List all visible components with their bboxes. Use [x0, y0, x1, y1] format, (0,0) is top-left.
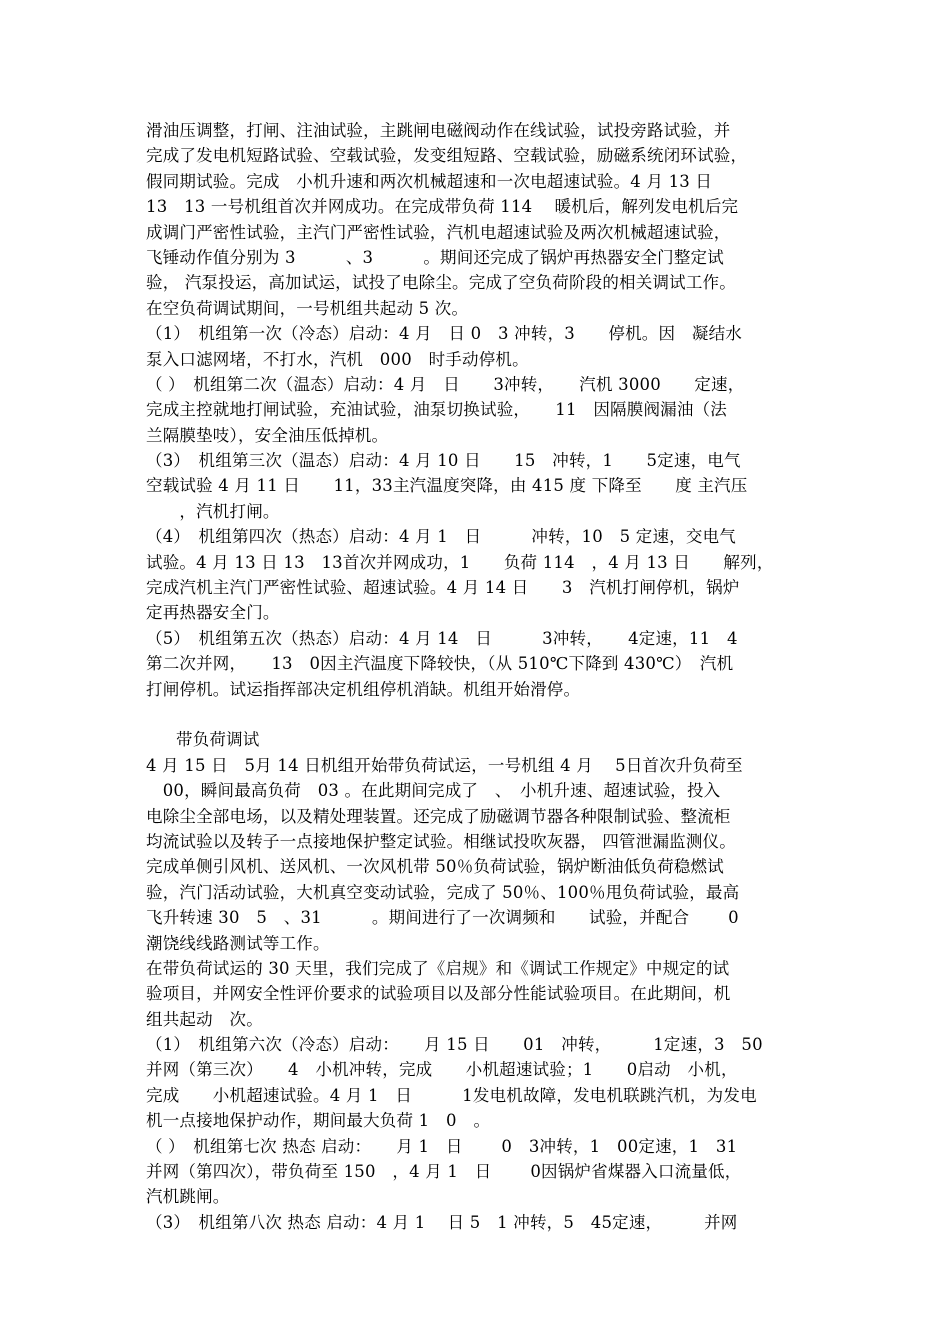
text-line: 飞锤动作值分别为 3 、3 。期间还完成了锅炉再热器安全门整定试: [146, 247, 724, 267]
text-line: 验， 汽泵投运，高加试运，试投了电除尘。完成了空负荷阶段的相关调试工作。: [146, 273, 736, 293]
text-line: ，汽机打闸。: [146, 501, 280, 521]
text-line: 在带负荷试运的 30 天里，我们完成了《启规》和《调试工作规定》中规定的试: [146, 958, 730, 978]
text-line: 在空负荷调试期间，一号机组共起动 5 次。: [146, 298, 469, 318]
text-line: 完成了发电机短路试验、空载试验，发变组短路、空载试验，励磁系统闭环试验，: [146, 146, 748, 166]
section-heading: 带负荷调试: [176, 730, 260, 750]
text-line: （1） 机组第一次（冷态）启动：4 月 日 0 3 冲转，3 停机。因 凝结水: [146, 324, 742, 344]
text-line: （3） 机组第八次 热态 启动：4 月 1 日 5 1 冲转，5 45定速， 并网: [146, 1212, 738, 1232]
text-line: 完成 小机超速试验。4 月 1 日 1发电机故障，发电机联跳汽机，为发电: [146, 1085, 757, 1105]
text-line: 兰隔膜垫吱），安全油压低掉机。: [146, 425, 389, 445]
text-line: 成调门严密性试验，主汽门严密性试验，汽机电超速试验及两次机械超速试验，: [146, 222, 731, 242]
text-line: 汽机跳闸。: [146, 1187, 230, 1207]
text-line: 潮饶线线路测试等工作。: [146, 933, 330, 953]
text-line: 电除尘全部电场，以及精处理装置。还完成了励磁调节器各种限制试验、整流柜: [146, 806, 731, 826]
document-page: [146, 118, 812, 1235]
text-line: （5） 机组第五次（热态）启动：4 月 14 日 3冲转， 4定速，11 4: [146, 628, 738, 648]
text-line: 均流试验以及转子一点接地保护整定试验。相继试投吹灰器， 四管泄漏监测仪。: [146, 831, 736, 851]
text-line: （ ） 机组第二次（温态）启动：4 月 日 3冲转， 汽机 3000 定速，: [146, 374, 745, 394]
text-line: 空载试验 4 月 11 日 11，33主汽温度突降，由 415 度 下降至 度 主汽压: [146, 476, 748, 496]
text-line: 定再热器安全门。: [146, 603, 280, 623]
text-line: （3） 机组第三次（温态）启动：4 月 10 日 15 冲转，1 5定速，电气: [146, 451, 741, 471]
text-line: 机一点接地保护动作，期间最大负荷 1 0 。: [146, 1111, 491, 1131]
section-load: [146, 753, 812, 1235]
text-line: 00，瞬间最高负荷 03 。在此期间完成了 、 小机升速、超速试验，投入: [146, 781, 721, 801]
text-line: （ ） 机组第七次 热态 启动： 月 1 日 0 3冲转，1 00定速，1 31: [146, 1136, 738, 1156]
text-line: 组共起动 次。: [146, 1009, 263, 1029]
text-line: 第二次并网， 13 0因主汽温度下降较快，（从 510℃下降到 430℃） 汽机: [146, 654, 734, 674]
text-line: 验，汽门活动试验，大机真空变动试验，完成了 50％、100％甩负荷试验，最高: [146, 882, 740, 902]
text-line: （4） 机组第四次（热态）启动：4 月 1 日 冲转，10 5 定速，交电气: [146, 527, 736, 547]
blank-line: [146, 702, 812, 727]
text-line: 完成汽机主汽门严密性试验、超速试验。4 月 14 日 3 汽机打闸停机，锅炉: [146, 578, 740, 598]
text-line: （1） 机组第六次（冷态）启动： 月 15 日 01 冲转， 1定速，3 50: [146, 1035, 763, 1055]
text-line: 假同期试验。完成 小机升速和两次机械超速和一次电超速试验。4 月 13 日: [146, 171, 713, 191]
text-line: 4 月 15 日 5月 14 日机组开始带负荷试运，一号机组 4 月 5日首次升负荷至: [146, 755, 743, 775]
text-line: 并网（第三次） 4 小机冲转，完成 小机超速试验；1 0启动 小机，: [146, 1060, 738, 1080]
text-line: 13 13 一号机组首次并网成功。在完成带负荷 114 暖机后，解列发电机后完: [146, 197, 739, 217]
text-line: 并网（第四次），带负荷至 150 ，4 月 1 日 0因锅炉省煤器入口流量低，: [146, 1162, 742, 1182]
text-line: 飞升转速 30 5 、31 。期间进行了一次调频和 试验，并配合 0: [146, 908, 739, 928]
text-line: 滑油压调整，打闸、注油试验，主跳闸电磁阀动作在线试验，试投旁路试验，并: [146, 121, 731, 140]
text-line: 完成主控就地打闸试验，充油试验，油泵切换试验， 11 因隔膜阀漏油（法: [146, 400, 727, 420]
text-line: 泵入口滤网堵，不打水，汽机 000 时手动停机。: [146, 349, 529, 369]
text-line: 试验。4 月 13 日 13 13首次并网成功，1 负荷 114 ，4 月 13 日 解列，: [146, 552, 774, 572]
text-line: 完成单侧引风机、送风机、一次风机带 50％负荷试验，锅炉断油低负荷稳燃试: [146, 857, 724, 877]
text-line: 验项目，并网安全性评价要求的试验项目以及部分性能试验项目。在此期间，机: [146, 984, 731, 1004]
section-no-load: [146, 118, 812, 702]
text-line: 打闸停机。试运指挥部决定机组停机消缺。机组开始滑停。: [146, 679, 581, 699]
